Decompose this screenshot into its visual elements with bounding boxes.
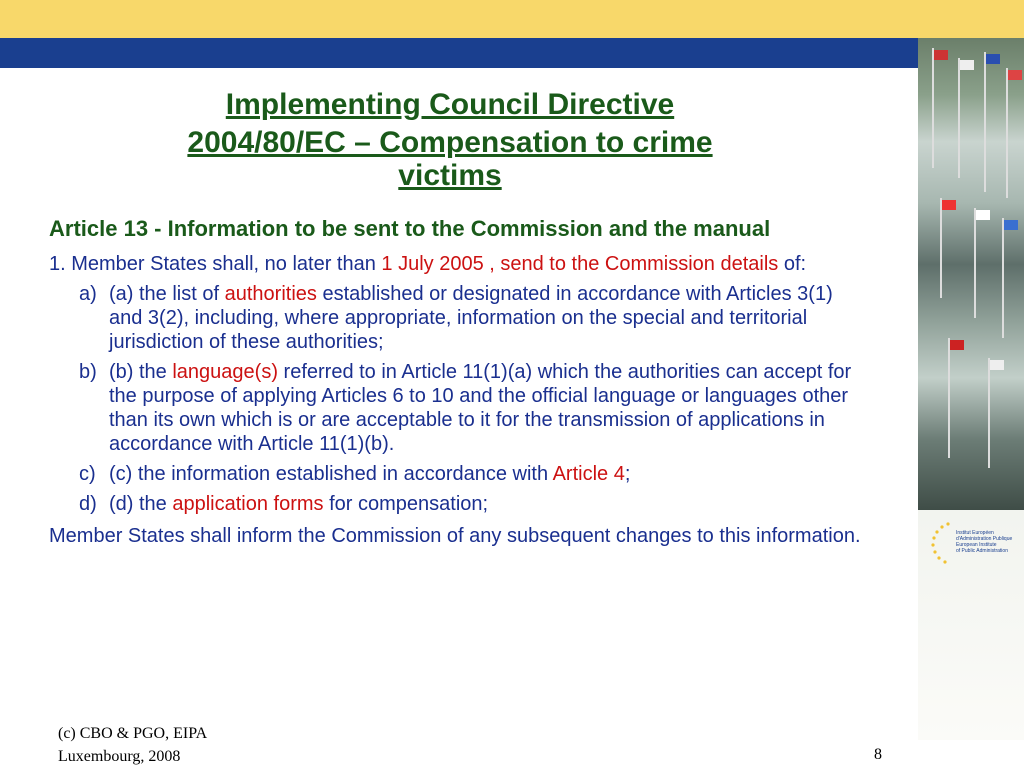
paragraph-1 (49, 252, 909, 276)
list-item-text (109, 282, 869, 354)
list-item-text (109, 462, 869, 486)
title-line-3: victims (398, 159, 502, 192)
list-item (79, 360, 909, 456)
header-gold-band (0, 0, 1024, 38)
list-item-label: c) (79, 463, 96, 485)
p1-highlight: 1 July 2005 , send to the Commission details (381, 253, 779, 275)
page-number: 8 (874, 746, 882, 763)
article-heading: Article 13 - Information to be sent to the Commission and the manual (49, 216, 771, 241)
slide-title (120, 86, 780, 190)
item-text: (b) the (109, 361, 173, 383)
item-text: (c) the information established in accordance with (109, 463, 553, 485)
closing-paragraph: Member States shall inform the Commission of any subsequent changes to this information. (49, 525, 861, 547)
logo-line-4: of Public Administration (956, 548, 1008, 554)
list-item (79, 282, 909, 354)
header-navy-band (0, 38, 918, 68)
title-line-1: Implementing Council Directive (225, 88, 675, 121)
p1-text-start: 1. Member States shall, no later than (49, 253, 382, 275)
item-highlight: language(s) (172, 361, 278, 383)
item-text: established or designated in accordance with Articles 3(1) and 3(2), including, where appropriate, information on the special and territorial jurisdiction of these authorities; (109, 283, 833, 353)
item-text: for compensation; (323, 493, 489, 515)
list-item-label: b) (79, 361, 97, 383)
item-highlight: application forms (172, 493, 324, 515)
list-item-text (109, 492, 869, 516)
logo-line-3: European Institute (956, 542, 997, 548)
item-text: (d) the (109, 493, 173, 515)
logo-line-2: d'Administration Publique (956, 536, 1013, 542)
list-item (79, 462, 909, 486)
slide-body (49, 216, 909, 554)
footer-line-2: Luxembourg, 2008 (58, 748, 181, 765)
list-item-text (109, 360, 869, 456)
list-item-label: a) (79, 283, 97, 305)
item-text: (a) the list of (109, 283, 225, 305)
footer-line-1: (c) CBO & PGO, EIPA (58, 725, 208, 742)
item-text: referred to in Article 11(1)(a) which the authorities can accept for the purpose of applying Articles 6 to 10 and the official language or languages other than its own which is or are acceptable to it for the transmission of applications in accordance with Article 11(1)(b). (109, 361, 852, 455)
footer-copyright (58, 722, 207, 768)
logo-line-1: Institut Européen (956, 530, 994, 536)
item-highlight: authorities (224, 283, 317, 305)
item-highlight: Article 4 (552, 463, 625, 485)
list-item (79, 492, 909, 516)
flags-photo (918, 38, 1024, 510)
item-text: ; (624, 463, 631, 485)
p1-text-end: of: (778, 253, 807, 275)
title-line-2: 2004/80/EC – Compensation to crime (187, 126, 713, 159)
eipa-logo (930, 520, 1020, 570)
eipa-stars-icon (930, 520, 954, 566)
list-item-label: d) (79, 493, 97, 515)
